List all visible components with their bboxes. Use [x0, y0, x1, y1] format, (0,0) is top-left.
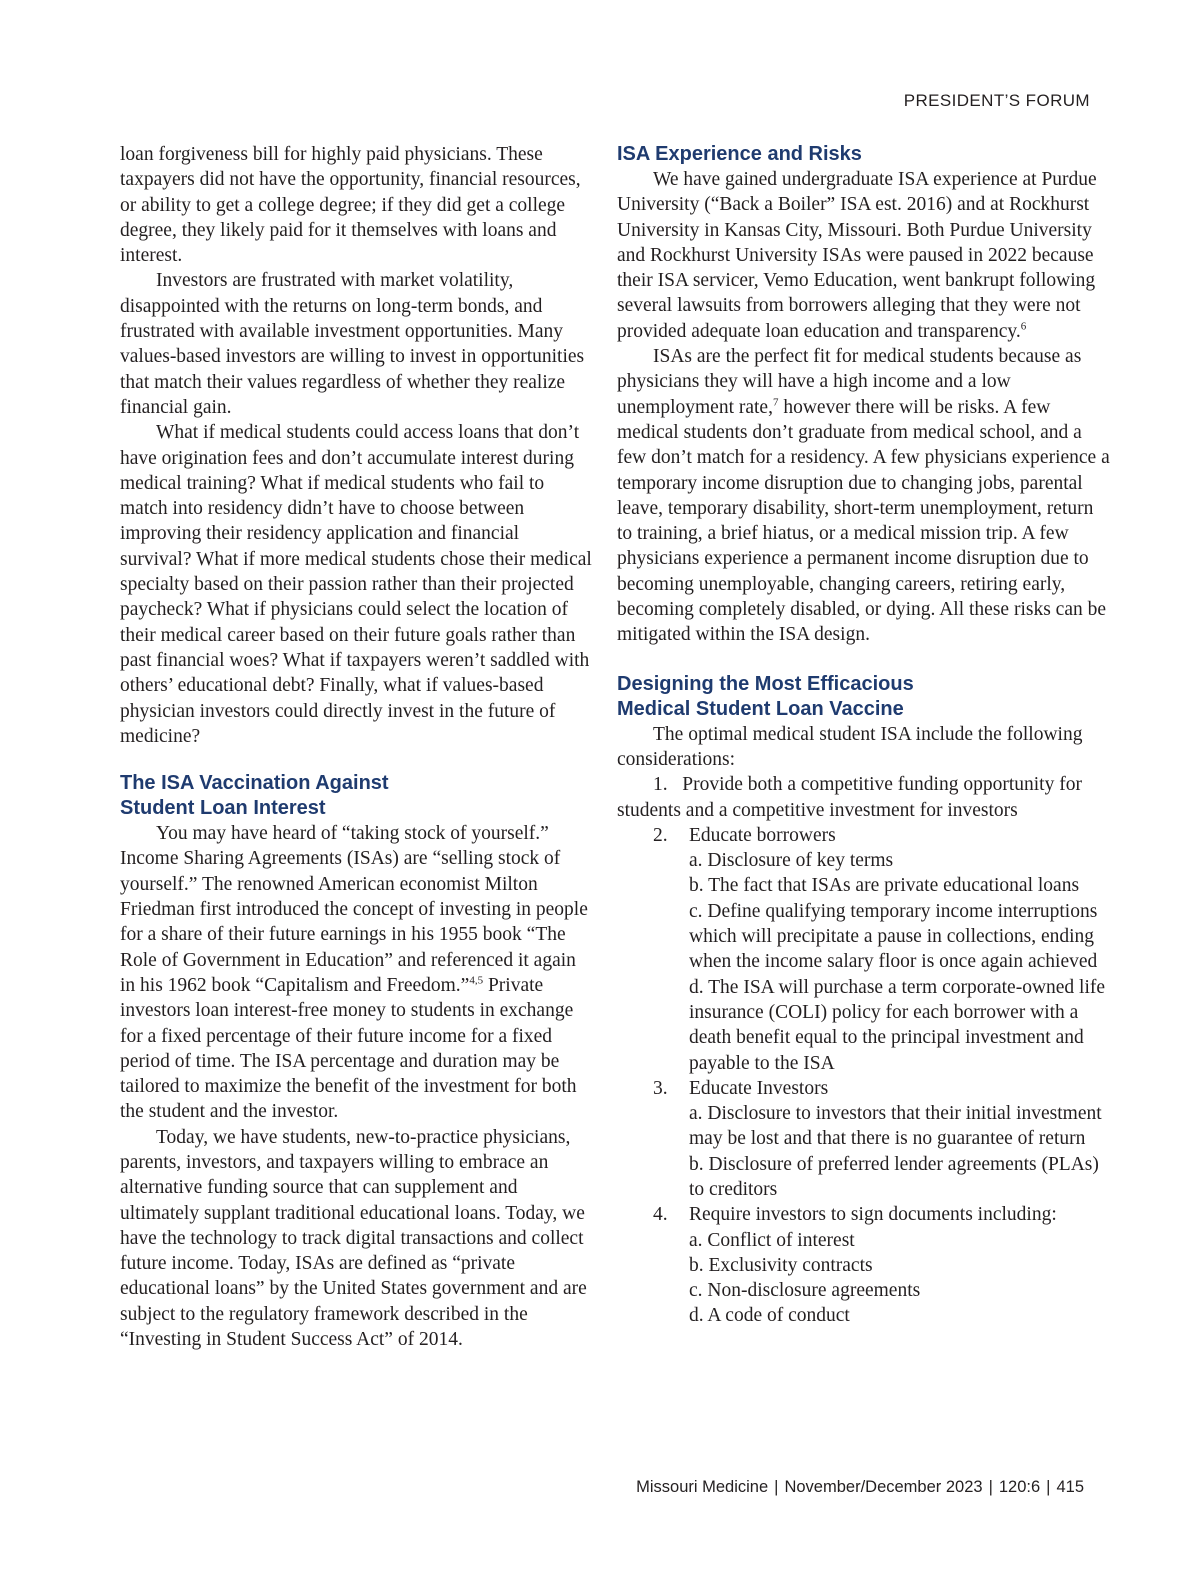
paragraph-1: loan forgiveness bill for highly paid physicians. These taxpayers did not have the opportunity, financial resources, or ability to get a college degree; if they did get a college degree, they likely paid for it themselves with loans and interest.: [120, 144, 581, 267]
list-text: Require investors to sign documents including:: [689, 1204, 1057, 1226]
heading-line: Medical Student Loan Vaccine: [617, 697, 904, 720]
sub-item-4d: d. A code of conduct: [689, 1305, 850, 1327]
footer-separator: |: [1046, 1478, 1051, 1496]
footer-separator: |: [774, 1478, 779, 1496]
section-heading-isa-vaccination: [120, 771, 594, 821]
sub-item-4c: c. Non-disclosure agreements: [689, 1280, 921, 1302]
paragraph-7: [617, 344, 1113, 648]
paragraph-text: Private investors loan interest-free money to students in exchange for a fixed percentage of their future income for a fixed period of time. The ISA percentage and duration may be tailored to maximize the benefit of the investment for both the student and the investor.: [120, 974, 577, 1123]
paragraph-3: What if medical students could access loans that don’t have origination fees and don’t accumulate interest during medical training? What if medical students who fail to match into residency didn’t have to choose between improving their residency application and financial survival? What if more medical students chose their medical specialty based on their passion rather than their projected paycheck? What if physicians could select the location of their medical career based on their future goals rather than past financial woes? What if taxpayers weren’t saddled with others’ educational debt? Finally, what if values-based physician investors could directly invest in the future of medicine?: [120, 422, 592, 747]
section-heading-isa-experience: ISA Experience and Risks: [617, 143, 862, 165]
running-head: PRESIDENT’S FORUM: [903, 91, 1090, 110]
sub-item-2a: a. Disclosure of key terms: [689, 850, 894, 872]
sub-item-4a: a. Conflict of interest: [689, 1229, 855, 1251]
paragraph-text: We have gained undergraduate ISA experience at Purdue University (“Back a Boiler” ISA est. 2016) and at Rockhurst University in Kansas City, Missouri. Both Purdue University and Rockhurst University ISAs were paused in 2022 because their ISA servicer, Vemo Education, went bankrupt following several lawsuits from borrowers alleging that they were not provided adequate loan education and transparency.: [617, 169, 1097, 342]
list-number: 2.: [653, 824, 668, 846]
heading-line: Student Loan Interest: [120, 797, 326, 820]
sub-item-3b: b. Disclosure of preferred lender agreements (PLAs) to creditors: [689, 1153, 1099, 1200]
sub-item-4b: b. Exclusivity contracts: [689, 1254, 873, 1276]
list-item-4: [617, 1202, 1113, 1227]
list-item-2: [617, 823, 1113, 848]
sub-item-3a: a. Disclosure to investors that their initial investment may be lost and that there is no guarantee of return: [689, 1103, 1102, 1150]
heading-line: Designing the Most Efficacious: [617, 672, 914, 695]
section-heading-designing: [617, 672, 1113, 722]
list-number: 1.: [653, 774, 668, 796]
paragraph-text: You may have heard of “taking stock of yourself.” Income Sharing Agreements (ISAs) are “selling stock of yourself.” The renowned American economist Milton Friedman first introduced the concept of investing in people for a share of their future earnings in his 1955 book “The Role of Government in Education” and referenced it again in his 1962 book “Capitalism and Freedom.”: [120, 823, 588, 996]
footer-separator: |: [988, 1478, 993, 1496]
page-number: 415: [1056, 1478, 1084, 1496]
heading-line: The ISA Vaccination Against: [120, 772, 389, 795]
list-text: Educate borrowers: [689, 824, 836, 846]
volume-number: 120:6: [998, 1478, 1041, 1496]
citation-superscript: 4,5: [469, 974, 484, 987]
sub-item-2c: c. Define qualifying temporary income interruptions which will precipitate a pause in collections, ending when the income salary floor is once again achieved: [689, 900, 1098, 973]
page-footer: [636, 1478, 1084, 1497]
list-text: Educate Investors: [689, 1077, 829, 1099]
list-number: 3.: [653, 1077, 668, 1099]
list-number: 4.: [653, 1204, 668, 1226]
citation-superscript: 7: [772, 396, 779, 409]
right-column: [617, 142, 1113, 1329]
paragraph-2: Investors are frustrated with market volatility, disappointed with the returns on long-term bonds, and frustrated with available investment opportunities. Many values-based investors are willing to invest in opportunities that match their values regardless of whether they realize financial gain.: [120, 270, 585, 418]
paragraph-6: [617, 167, 1113, 344]
list-text: Provide both a competitive funding opportunity for students and a competitive investment for investors: [617, 774, 1082, 821]
paragraph-8: The optimal medical student ISA include the following considerations:: [617, 723, 1083, 770]
paragraph-text: however there will be risks. A few medical students don’t graduate from medical school, and a few don’t match for a residency. A few physicians experience a temporary income disruption due to changing jobs, parental leave, temporary disability, short-term unemployment, return to training, a brief hiatus, or a medical mission trip. A few physicians experience a permanent income disruption due to becoming unemployable, changing careers, retiring early, becoming completely disabled, or dying. All these risks can be mitigated within the ISA design.: [617, 396, 1110, 646]
list-item-1: [617, 772, 1113, 823]
sub-item-2b: b. The fact that ISAs are private educational loans: [689, 875, 1080, 897]
issue-date: November/December 2023: [784, 1478, 983, 1496]
paragraph-4: [120, 821, 594, 1125]
journal-name: Missouri Medicine: [636, 1478, 769, 1496]
left-column: [120, 142, 594, 1352]
paragraph-text: ISAs are the perfect fit for medical students because as physicians they will have a high income and a low unemployment rate,: [617, 346, 1082, 418]
paragraph-5: Today, we have students, new-to-practice physicians, parents, investors, and taxpayers willing to embrace an alternative funding source that can supplement and ultimately supplant traditional educational loans. Today, we have the technology to track digital transactions and collect future income. Today, ISAs are defined as “private educational loans” by the United States government and are subject to the regulatory framework described in the “Investing in Student Success Act” of 2014.: [120, 1126, 587, 1351]
sub-item-2d: d. The ISA will purchase a term corporate-owned life insurance (COLI) policy for each borrower with a death benefit equal to the principal investment and payable to the ISA: [689, 976, 1106, 1074]
citation-superscript: 6: [1020, 320, 1027, 333]
list-item-3: [617, 1076, 1113, 1101]
